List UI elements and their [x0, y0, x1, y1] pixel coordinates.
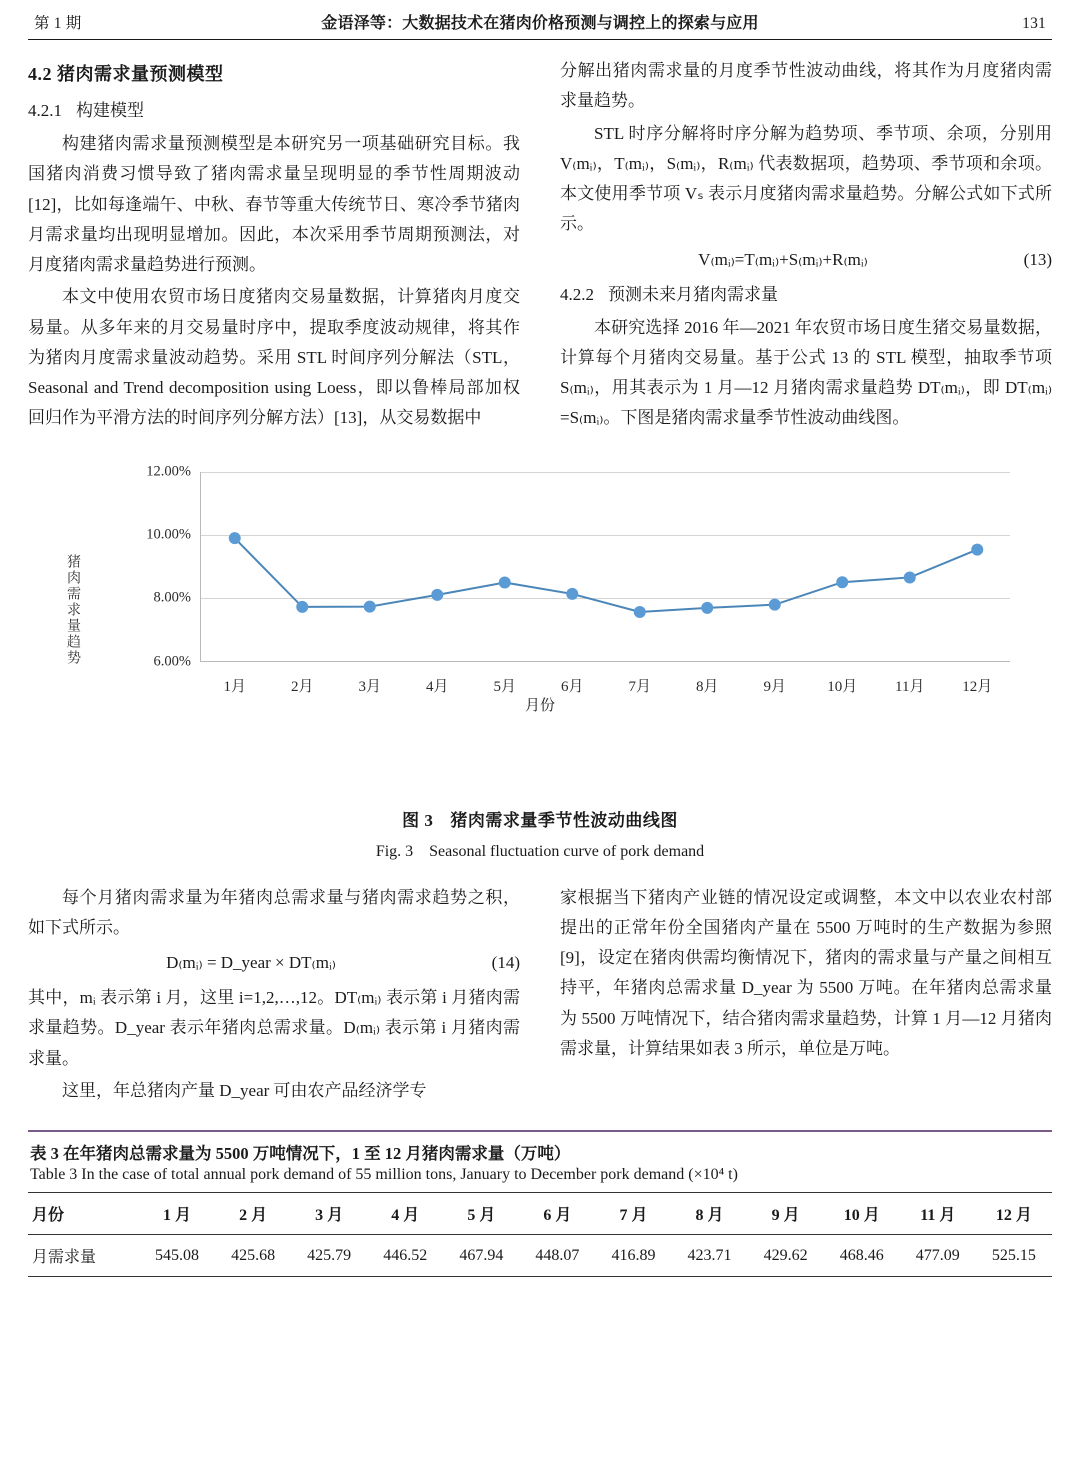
figure-caption-en-label: Fig. 3: [375, 842, 414, 860]
chart-x-tick-label: 6月: [560, 678, 584, 695]
chart-data-point: [634, 605, 646, 617]
chart-x-tick-label: 10月: [827, 678, 858, 695]
table-header-month: 7 月: [619, 1207, 648, 1224]
chart-x-tick-label: 8月: [695, 678, 719, 695]
chart-y-tick-label: 6.00%: [153, 653, 191, 669]
body-columns-bottom: [28, 883, 1052, 1109]
chart-seasonal-fluctuation: [40, 462, 1040, 762]
subsection-title: 构建模型: [76, 101, 144, 120]
chart-plot-area: [146, 463, 1010, 695]
table-header-month: 9 月: [771, 1207, 800, 1224]
chart-x-tick-label: 5月: [493, 678, 517, 695]
chart-x-tick-label: 11月: [895, 678, 925, 695]
paragraph-left-3: 每个月猪肉需求量为年猪肉总需求量与猪肉需求趋势之积，如下式所示。: [28, 887, 520, 937]
chart-data-point: [499, 576, 511, 588]
running-head-title: 金语泽等：大数据技术在猪肉价格预测与调控上的探索与应用: [321, 15, 759, 32]
chart-y-axis-label: 猪肉需求量趋势: [65, 553, 80, 666]
table-header-month: 5 月: [467, 1207, 496, 1224]
chart-line: [235, 538, 978, 612]
table-cell-value: 425.68: [231, 1246, 276, 1264]
equation-14: D₍mᵢ₎ = D_year × DT₍mᵢ₎: [166, 953, 336, 972]
figure-caption-cn-text: 猪肉需求量季节性波动曲线图: [450, 810, 678, 830]
running-head: [28, 0, 1052, 40]
figure-caption-en: [28, 843, 1052, 861]
equation-14-line: [28, 953, 520, 973]
table-cell-value: 448.07: [535, 1246, 580, 1264]
table-cell-value: 425.79: [307, 1246, 352, 1264]
table-cell-value: 525.15: [991, 1246, 1036, 1264]
chart-data-point: [364, 600, 376, 612]
table-body: [28, 1235, 1052, 1277]
chart-y-tick-label: 12.00%: [146, 463, 191, 479]
chart-data-point: [229, 532, 241, 544]
chart-y-tick-label: 8.00%: [153, 589, 191, 606]
table-title-cn: 表 3 在年猪肉总需求量为 5500 万吨情况下，1 至 12 月猪肉需求量（万吨）: [30, 1144, 571, 1163]
chart-series-pork-demand: [201, 472, 1011, 662]
chart-data-point: [971, 543, 983, 555]
figure-caption-en-text: Seasonal fluctuation curve of pork demand: [429, 842, 705, 860]
subsection-heading-4-2-1: [28, 96, 520, 121]
table-header-month: 1 月: [163, 1207, 192, 1224]
chart-x-tick-label: 9月: [763, 678, 787, 695]
table-cell-value: 423.71: [687, 1246, 732, 1264]
column-right-bottom: [560, 883, 1052, 1109]
figure-3: [28, 462, 1052, 861]
table-header-row: [28, 1193, 1052, 1235]
table-header-month: 8 月: [695, 1207, 724, 1224]
chart-data-point: [836, 576, 848, 588]
section-heading-4-2: 4.2 猪肉需求量预测模型: [28, 64, 224, 84]
body-columns-top: [28, 56, 1052, 436]
table-header-month: 6 月: [543, 1207, 572, 1224]
equation-13: V₍mᵢ₎=T₍mᵢ₎+S₍mᵢ₎+R₍mᵢ₎: [698, 249, 868, 269]
subsection-number: 4.2.1: [28, 101, 62, 120]
table-3-block: [28, 1130, 1052, 1277]
table-cell-value: 468.46: [839, 1246, 884, 1264]
figure-caption-cn: [28, 806, 1052, 831]
chart-data-point: [769, 598, 781, 610]
table-header-label: 月份: [32, 1207, 65, 1224]
chart-x-tick-label: 1月: [223, 678, 247, 695]
paragraph-left-1: 构建猪肉需求量预测模型是本研究另一项基础研究目标。我国猪肉消费习惯导致了猪肉需求量呈现明显的季节性周期波动[12]，比如每逢端午、中秋、春节等重大传统节日、寒冷季节猪肉月需求量均出现明显增加。因此，本次采用季节周期预测法，对月度猪肉需求量趋势进行预测。: [28, 134, 520, 274]
table-3: [28, 1192, 1052, 1276]
chart-data-point: [701, 601, 713, 613]
figure-caption-cn-label: 图 3: [402, 810, 434, 830]
chart-data-point: [431, 588, 443, 600]
running-head-issue: 第 1 期: [34, 15, 82, 32]
table-top-rule: [28, 1130, 1052, 1132]
table-cell-value: 446.52: [383, 1246, 428, 1264]
table-row-label: 月需求量: [32, 1249, 97, 1266]
table-header-month: 2 月: [239, 1207, 268, 1224]
chart-x-tick-label: 12月: [962, 678, 993, 695]
paragraph-left-4: 其中，mᵢ 表示第 i 月，这里 i=1,2,…,12。DT₍mᵢ₎ 表示第 i 月猪肉需求量趋势。D_year 表示年猪肉总需求量。D₍mᵢ₎ 表示第 i 月猪肉需求量。: [28, 988, 520, 1068]
chart-x-tick-label: 3月: [358, 678, 382, 695]
paragraph-right-2: STL 时序分解将时序分解为趋势项、季节项、余项，分别用 V₍mᵢ₎，T₍mᵢ₎，S₍mᵢ₎，R₍mᵢ₎ 代表数据项，趋势项、季节项和余项。本文使用季节项 Vₛ 表示月度猪肉需求量趋势。分解公式如下式所示。: [560, 123, 1052, 234]
chart-x-tick-label: 4月: [425, 678, 449, 695]
table-cell-value: 467.94: [459, 1246, 504, 1264]
chart-x-tick-label: 2月: [290, 678, 314, 695]
equation-13-number: (13): [1023, 249, 1052, 269]
page-number: 131: [1022, 15, 1046, 32]
subsection-heading-4-2-2: [560, 280, 1052, 305]
table-header-month: 12 月: [995, 1207, 1032, 1224]
subsection-title-2: 预测未来月猪肉需求量: [608, 284, 778, 304]
chart-y-tick-label: 10.00%: [146, 526, 191, 543]
table-header-month: 3 月: [315, 1207, 344, 1224]
chart-x-tick-label: 7月: [628, 678, 652, 695]
equation-14-number: (14): [491, 953, 520, 972]
table-head: [28, 1193, 1052, 1235]
paragraph-right-1: 分解出猪肉需求量的月度季节性波动曲线，将其作为月度猪肉需求量趋势。: [560, 61, 1052, 111]
table-cell-value: 545.08: [155, 1246, 199, 1264]
table-header-month: 10 月: [843, 1207, 880, 1224]
table-cell-value: 477.09: [915, 1246, 960, 1264]
subsection-number-2: 4.2.2: [560, 284, 594, 304]
column-right: [560, 56, 1052, 436]
table-cell-value: 416.89: [611, 1246, 656, 1264]
paragraph-right-3: 本研究选择 2016 年—2021 年农贸市场日度生猪交易量数据，计算每个月猪肉交易量。基于公式 13 的 STL 模型，抽取季节项 S₍mᵢ₎，用其表示为 1 月—12 月猪肉需求量趋势 DT₍mᵢ₎，即 DT₍mᵢ₎=S₍mᵢ₎。下图是猪肉需求量季节性波动曲线图。: [560, 317, 1052, 428]
column-left-bottom: [28, 883, 520, 1109]
column-left: [28, 56, 520, 436]
table-bottom-rule: [28, 1276, 1052, 1277]
table-row: [28, 1235, 1052, 1277]
chart-data-point: [566, 587, 578, 599]
chart-x-axis-label: 月份: [524, 697, 555, 714]
chart-data-point: [904, 571, 916, 583]
table-header-month: 4 月: [391, 1207, 420, 1224]
chart-data-point: [296, 600, 308, 612]
paragraph-left-5: 这里，年总猪肉产量 D_year 可由农产品经济学专: [62, 1080, 427, 1100]
table-cell-value: 429.62: [763, 1246, 808, 1264]
paragraph-right-4: 家根据当下猪肉产业链的情况设定或调整，本文中以农业农村部提出的正常年份全国猪肉产量在 5500 万吨时的生产数据为参照[9]，设定在猪肉供需均衡情况下，猪肉的需求量与产量之间相互持平，年猪肉总需求量 D_year 为 5500 万吨。在年猪肉总需求量为 5500 万吨情况下，结合猪肉需求量趋势，计算 1 月—12 月猪肉需求量，计算结果如表 3 所示，单位是万吨。: [560, 887, 1052, 1058]
table-title-en: Table 3 In the case of total annual pork demand of 55 million tons, January to December pork demand (×10⁴ t): [30, 1166, 738, 1183]
paragraph-left-2: 本文中使用农贸市场日度猪肉交易量数据，计算猪肉月度交易量。从多年来的月交易量时序中，提取季度波动规律，将其作为猪肉月度需求量波动趋势。采用 STL 时间序列分解法（STL，Seasonal and Trend decomposition using Loess，即以鲁棒局部加权回归作为平滑方法的时间序列分解方法）[13]，从交易数据中: [28, 287, 520, 428]
table-header-month: 11 月: [920, 1207, 956, 1224]
equation-13-line: [560, 250, 1052, 270]
